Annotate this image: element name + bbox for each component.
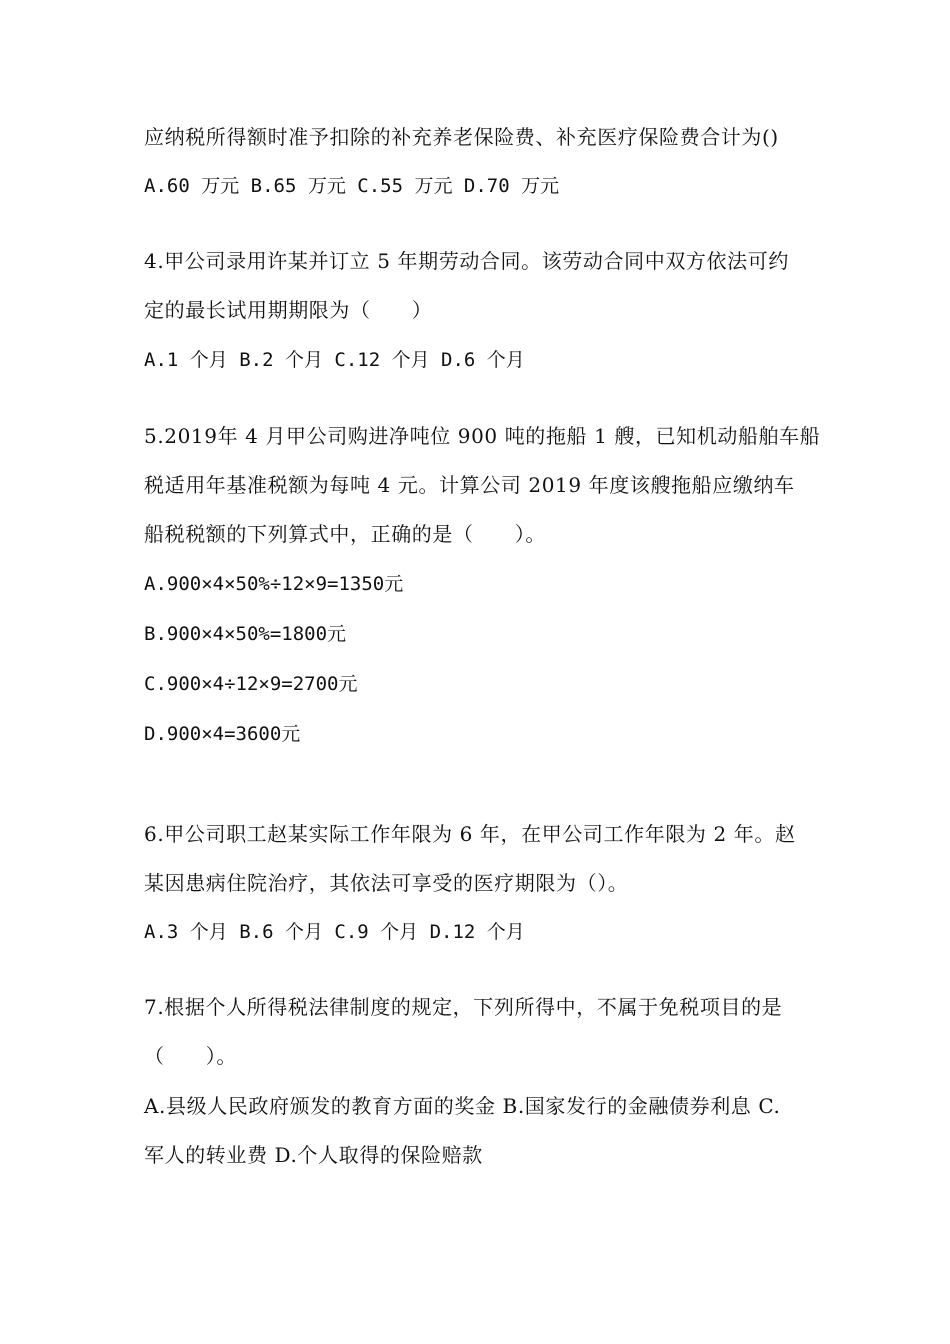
q3-stem-line: 应纳税所得额时准予扣除的补充养老保险费、补充医疗保险费合计为() (144, 125, 779, 149)
q5-stem-line1: 5.2019年 4 月甲公司购进净吨位 900 吨的拖船 1 艘，已知机动船舶车船 (144, 424, 821, 448)
q7-options-line2: 军人的转业费 D.个人取得的保险赔款 (144, 1143, 483, 1167)
q7-stem-line2: （ ）。 (144, 1044, 237, 1068)
q4-stem-line1: 4.甲公司录用许某并订立 5 年期劳动合同。该劳动合同中双方依法可约 (144, 249, 789, 273)
q4-stem-line2: 定的最长试用期期限为（ ） (144, 298, 433, 322)
q5-option-a: A.900×4×50%÷12×9=1350元 (144, 573, 404, 595)
q5-option-b: B.900×4×50%=1800元 (144, 623, 347, 645)
q4-options: A.1 个月 B.2 个月 C.12 个月 D.6 个月 (144, 349, 525, 371)
q7-options-line1: A.县级人民政府颁发的教育方面的奖金 B.国家发行的金融债券利息 C. (144, 1094, 781, 1118)
q5-stem-line3: 船税税额的下列算式中，正确的是（ ）。 (144, 522, 546, 546)
q7-stem-line1: 7.根据个人所得税法律制度的规定，下列所得中，不属于免税项目的是 (144, 995, 783, 1019)
q5-option-c: C.900×4÷12×9=2700元 (144, 673, 358, 695)
q5-stem-line2: 税适用年基准税额为每吨 4 元。计算公司 2019 年度该艘拖船应缴纳车 (144, 473, 795, 497)
q5-option-d: D.900×4=3600元 (144, 723, 301, 745)
q3-options: A.60 万元 B.65 万元 C.55 万元 D.70 万元 (144, 175, 560, 197)
q6-options: A.3 个月 B.6 个月 C.9 个月 D.12 个月 (144, 921, 525, 943)
q6-stem-line2: 某因患病住院治疗，其依法可享受的医疗期限为（）。 (144, 871, 629, 895)
q6-stem-line1: 6.甲公司职工赵某实际工作年限为 6 年，在甲公司工作年限为 2 年。赵 (144, 822, 796, 846)
